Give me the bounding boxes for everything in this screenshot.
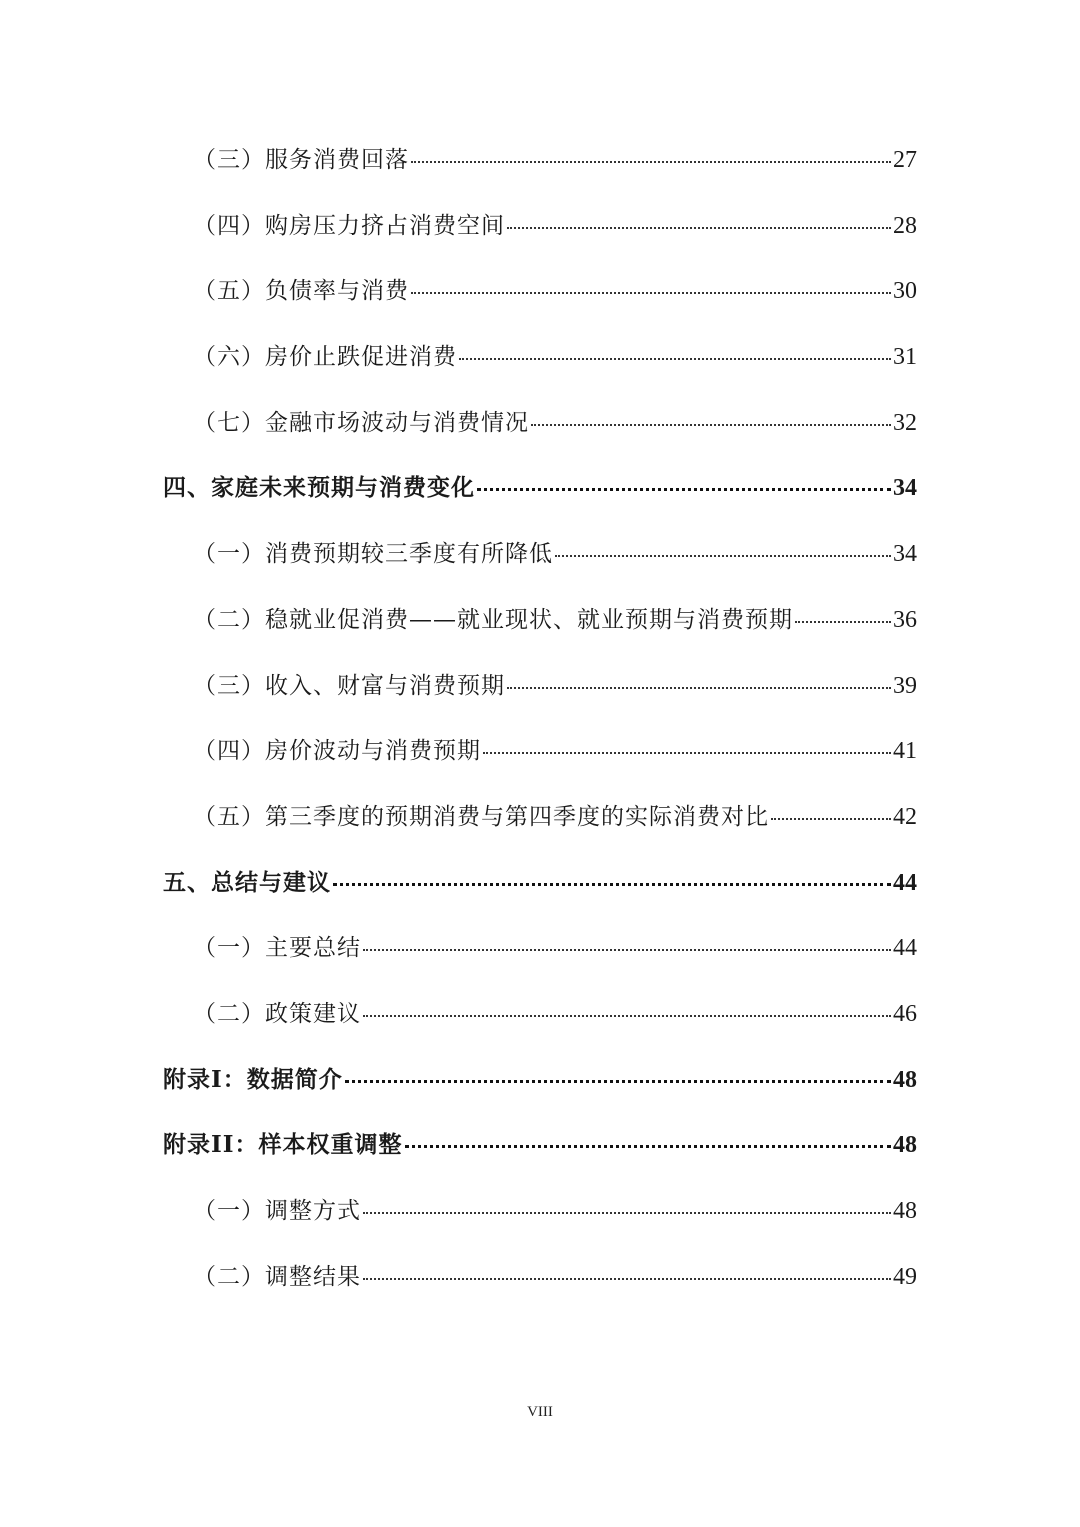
toc-entry-page: 32 [893,409,917,436]
toc-entry [163,1255,917,1321]
table-of-contents [163,138,917,1320]
dot-leader [363,1015,891,1017]
toc-entry-page: 46 [893,1000,917,1027]
toc-entry-title: 四、家庭未来预期与消费变化 [163,474,475,502]
toc-entry-title: （四）房价波动与消费预期 [193,738,481,765]
toc-entry [163,1123,917,1189]
toc-entry-page: 34 [893,541,917,568]
toc-entry-page: 39 [893,672,917,699]
toc-entry [163,861,917,927]
toc-entry [163,269,917,335]
toc-entry [163,1189,917,1255]
toc-entry-page: 36 [893,606,917,633]
toc-entry-page: 41 [893,738,917,765]
toc-entry-title: （四）购房压力挤占消费空间 [193,212,505,239]
dot-leader [483,752,891,754]
toc-entry-title: （一）调整方式 [193,1198,361,1224]
dot-leader [459,358,891,360]
toc-entry-page: 34 [893,475,917,502]
toc-entry-page: 48 [893,1132,917,1159]
toc-entry [163,1058,917,1124]
dot-leader [531,424,891,426]
toc-entry-page: 28 [893,212,917,239]
toc-entry [163,532,917,598]
toc-entry [163,926,917,992]
page-number-footer: VIII [527,1404,553,1420]
dot-leader [507,687,891,689]
toc-entry-page: 48 [893,1066,917,1093]
toc-entry-page: 44 [893,869,917,896]
dot-leader [477,488,891,491]
dot-leader [345,1080,891,1083]
dot-leader [405,1145,891,1148]
toc-entry-page: 27 [893,147,917,173]
toc-entry-title: （一）消费预期较三季度有所降低 [193,541,553,568]
toc-entry [163,992,917,1058]
dot-leader [507,227,891,229]
dot-leader [795,621,891,623]
toc-entry-title: （二）政策建议 [193,1000,361,1027]
toc-entry-title: （六）房价止跌促进消费 [193,344,457,371]
toc-entry [163,598,917,664]
toc-entry-title: 附录I：数据简介 [163,1065,343,1093]
dot-leader [363,949,891,951]
toc-entry-title: 五、总结与建议 [163,868,331,896]
toc-entry [163,466,917,532]
dot-leader [363,1212,891,1214]
toc-entry-title: 附录II：样本权重调整 [163,1131,403,1159]
dot-leader [555,555,891,557]
toc-entry-page: 42 [893,803,917,830]
toc-entry-title: （五）负债率与消费 [193,278,409,305]
toc-entry [163,664,917,730]
toc-entry [163,401,917,467]
dot-leader [363,1278,891,1280]
toc-entry-title: （七）金融市场波动与消费情况 [193,409,529,436]
dot-leader [333,883,891,886]
toc-entry [163,138,917,204]
toc-entry [163,204,917,270]
toc-entry-title: （一）主要总结 [193,935,361,962]
dot-leader [411,161,891,163]
toc-entry-page: 44 [893,935,917,962]
toc-entry [163,795,917,861]
dot-leader [411,292,891,294]
toc-entry-page: 31 [893,344,917,371]
toc-entry-title: （三）服务消费回落 [193,147,409,173]
toc-entry [163,335,917,401]
dot-leader [771,818,891,820]
toc-entry-page: 30 [893,278,917,305]
toc-entry-page: 48 [893,1198,917,1224]
toc-entry-title: （二）调整结果 [193,1263,361,1290]
toc-entry-title: （五）第三季度的预期消费与第四季度的实际消费对比 [193,803,769,830]
toc-entry-page: 49 [893,1263,917,1290]
toc-entry-title: （二）稳就业促消费——就业现状、就业预期与消费预期 [193,606,793,633]
toc-entry [163,729,917,795]
toc-entry-title: （三）收入、财富与消费预期 [193,672,505,699]
